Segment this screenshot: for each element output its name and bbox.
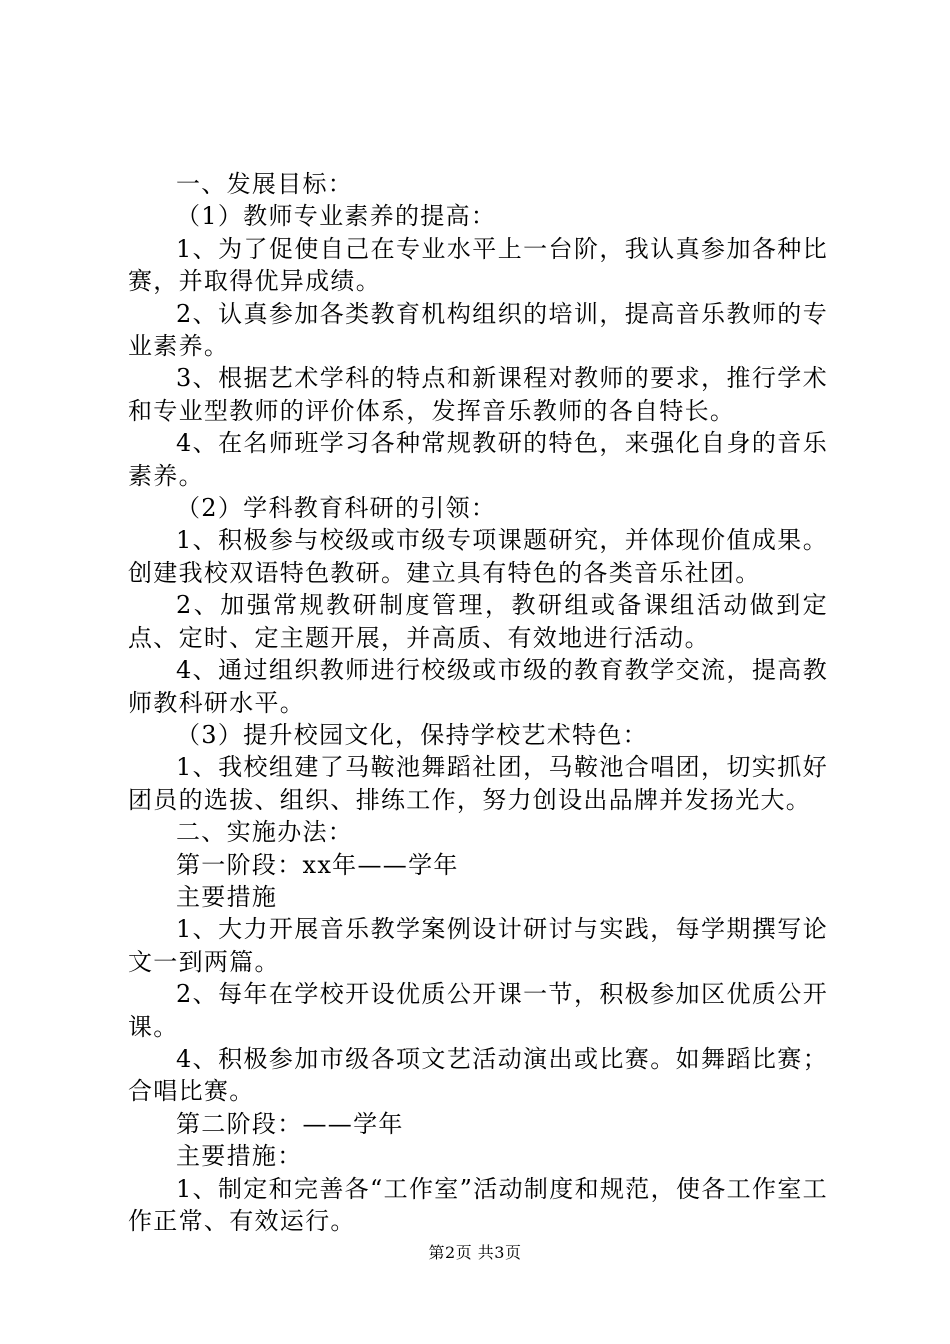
measures-label: 主要措施： [176,1142,303,1171]
paragraph: 2、认真参加各类教育机构组织的培训，提高音乐教师的专业素养。 [128,299,828,361]
heading-implementation: 二、实施办法： [176,818,354,847]
subheading-campus-culture: （3）提升校园文化，保持学校艺术特色： [176,720,648,749]
paragraph: 4、积极参加市级各项文艺活动演出或比赛。如舞蹈比赛；合唱比赛。 [128,1044,828,1106]
paragraph: 4、在名师班学习各种常规教研的特色，来强化自身的音乐素养。 [128,429,828,490]
stage-one-title: 第一阶段：xx年——学年 [176,850,459,879]
document-body [128,168,828,1237]
paragraph: 1、积极参与校级或市级专项课题研究，并体现价值成果。创建我校双语特色教研。建立具有特色的各类音乐社团。 [128,526,828,587]
paragraph: 1、制定和完善各“工作室”活动制度和规范，使各工作室工作正常、有效运行。 [128,1174,828,1235]
paragraph: 2、每年在学校开设优质公开课一节，积极参加区优质公开课。 [128,980,828,1041]
paragraph: 1、大力开展音乐教学案例设计研讨与实践，每学期撰写论文一到两篇。 [128,915,828,976]
measures-label: 主要措施 [176,882,278,911]
paragraph: 1、为了促使自己在专业水平上一台阶，我认真参加各种比赛，并取得优异成绩。 [128,234,828,296]
page-number-footer: 第2页 共3页 [428,1243,522,1262]
subheading-research-leadership: （2）学科教育科研的引领： [176,494,497,523]
paragraph: 3、根据艺术学科的特点和新课程对教师的要求，推行学术和专业型教师的评价体系，发挥音乐教师的各自特长。 [128,364,828,425]
stage-two-title: 第二阶段：——学年 [176,1109,404,1138]
heading-development-goals: 一、发展目标： [176,170,354,198]
paragraph: 4、通过组织教师进行校级或市级的教育教学交流，提高教师教科研水平。 [128,656,828,717]
paragraph: 1、我校组建了马鞍池舞蹈社团，马鞍池合唱团，切实抓好团员的选拔、组织、排练工作，努力创设出品牌并发扬光大。 [128,753,828,814]
subheading-teacher-quality: （1）教师专业素养的提高： [176,202,497,231]
paragraph: 2、加强常规教研制度管理，教研组或备课组活动做到定点、定时、定主题开展，并高质、有效地进行活动。 [128,591,828,652]
